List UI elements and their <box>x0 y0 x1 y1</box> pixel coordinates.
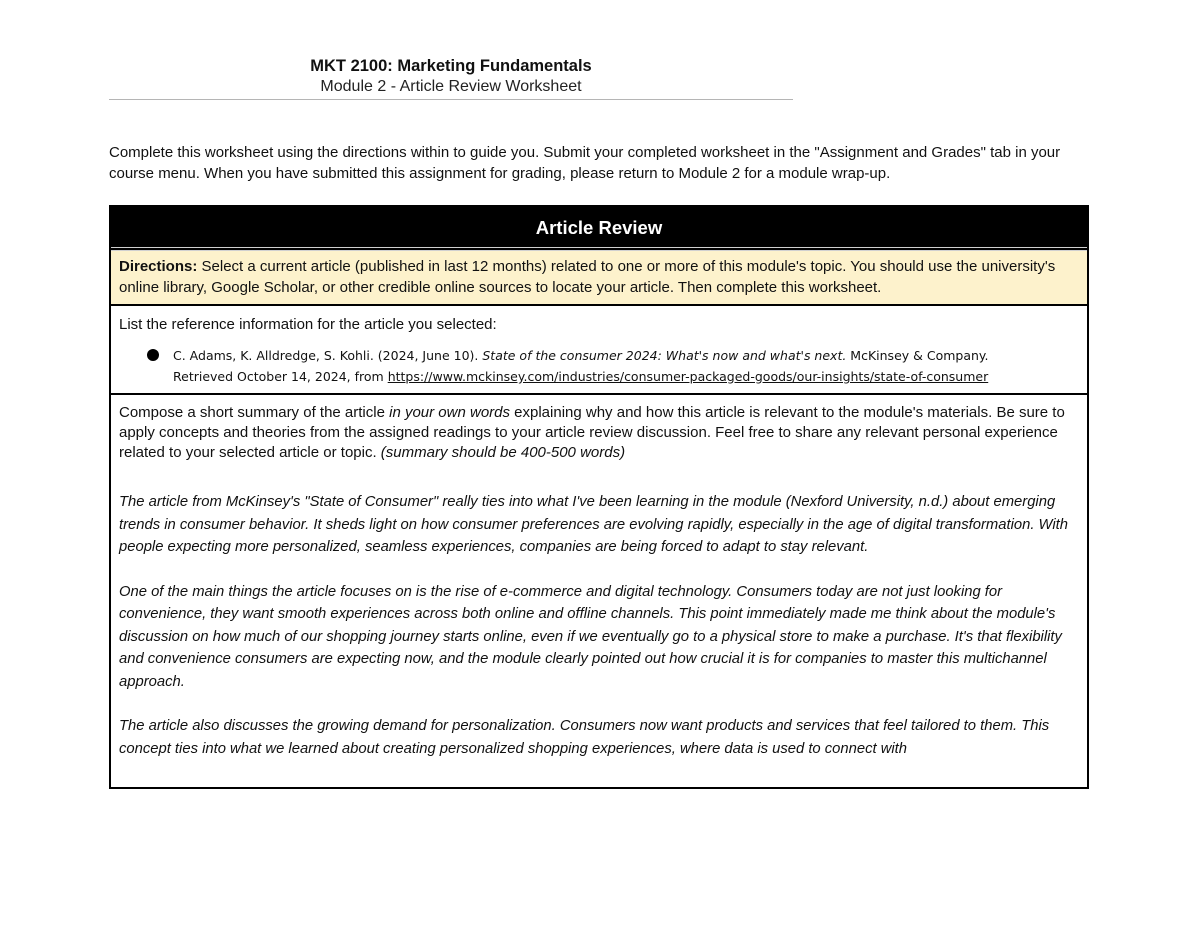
summary-paragraph: One of the main things the article focuses on is the rise of e-commerce and digital technology. Consumers today are not just looking for convenience, they want smooth experiences across both online and offline channels. This point immediately made me think about the module's discussion on how much of our shopping journey starts online, even if we eventually go to a physical store to make a purchase. It's that flexibility and convenience consumers are expecting now, and the module clearly pointed out how crucial it is for companies to master this multichannel approach. <box>119 583 1062 690</box>
summary-paragraph: The article from McKinsey's "State of Consumer" really ties into what I've been learning in the module (Nexford University, n.d.) about emerging trends in consumer behavior. It sheds light on how consumer preferences are evolving rapidly, especially in the age of digital transformation. With people expecting more personalized, seamless experiences, companies are being forced to adapt to stay relevant. <box>119 494 1069 555</box>
citation-list-item <box>147 345 1079 387</box>
citation-publisher: McKinsey & Company. <box>846 348 989 363</box>
article-review-table <box>109 205 1089 789</box>
directions-label: Directions: <box>119 258 198 275</box>
directions-row <box>111 251 1087 306</box>
citation-authors-date: C. Adams, K. Alldredge, S. Kohli. (2024, June 10). <box>173 348 483 363</box>
summary-prompt <box>119 403 1079 463</box>
bullet-icon <box>147 349 159 361</box>
document-header <box>109 55 793 100</box>
course-title: MKT 2100: Marketing Fundamentals <box>310 57 592 75</box>
module-title: Module 2 - Article Review Worksheet <box>320 78 582 95</box>
summary-prompt-part2: explaining why and how this article is relevant to the module's materials. Be sure to apply concepts and theories from the assigned readings to your article review discussion. Feel free to share any relevant personal experience related to your selected article or topic. <box>119 404 1065 461</box>
summary-prompt-part1: Compose a short summary of the article <box>119 404 390 421</box>
summary-prompt-note: (summary should be 400-500 words) <box>380 444 626 461</box>
reference-prompt: List the reference information for the article you selected: <box>119 316 497 333</box>
reference-row <box>111 306 1087 395</box>
citation-article-title: State of the consumer 2024: What's now and what's next. <box>482 348 847 363</box>
table-heading: Article Review <box>111 207 1087 251</box>
citation-url-link[interactable]: https://www.mckinsey.com/industries/consumer-packaged-goods/our-insights/state-of-consumer <box>387 369 989 384</box>
citation <box>173 345 989 387</box>
summary-prompt-emphasis: in your own words <box>389 404 510 421</box>
summary-paragraph: The article also discusses the growing demand for personalization. Consumers now want products and services that feel tailored to them. This concept ties into what we learned about creating personalized shopping experiences, where data is used to connect with <box>119 718 1050 757</box>
citation-retrieved: Retrieved October 14, 2024, from <box>173 369 388 384</box>
summary-row <box>111 395 1087 787</box>
directions-text: Select a current article (published in last 12 months) related to one or more of this module's topic. You should use the university's online library, Google Scholar, or other credible online sources to locate your article. Then complete this worksheet. <box>119 258 1056 296</box>
intro-paragraph: Complete this worksheet using the directions within to guide you. Submit your completed worksheet in the "Assignment and Grades" tab in your course menu. When you have submitted this assignment for grading, please return to Module 2 for a module wrap-up. <box>109 144 1061 182</box>
